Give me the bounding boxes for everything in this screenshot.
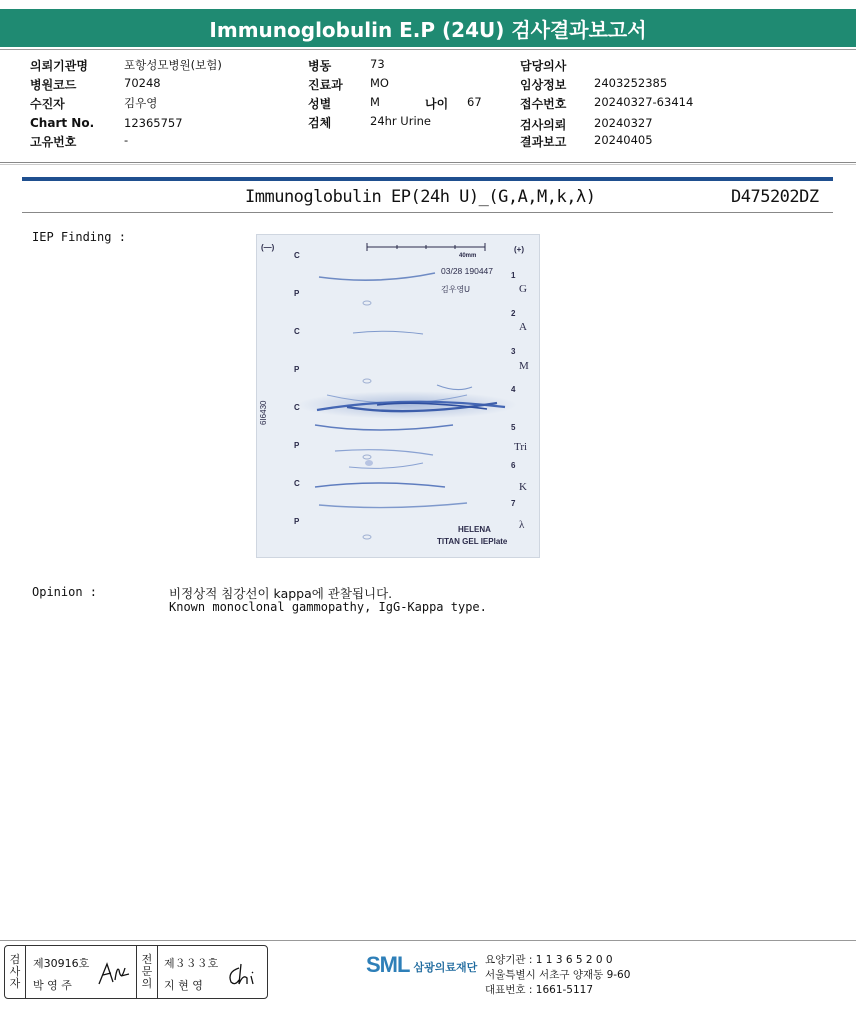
label-reception-no: 접수번호 — [520, 97, 567, 111]
value-institution: 포항성모병원(보험) — [124, 58, 222, 72]
value-ward: 73 — [370, 57, 385, 71]
label-patient: 수진자 — [30, 97, 65, 111]
footer-contact — [485, 953, 630, 998]
value-patient: 김우영 — [124, 96, 158, 110]
signature-box — [4, 945, 268, 999]
specialist-name: 지 현 영 — [164, 979, 203, 992]
gel-antiserum-label: A — [519, 321, 527, 333]
opinion-text-ko: 비정상적 침강선이 kappa에 관찰됩니다. — [169, 586, 393, 601]
report-title: Immunoglobulin E.P (24U) 검사결과보고서 — [0, 9, 856, 47]
value-hospital-code: 70248 — [124, 76, 161, 90]
footer-divider — [0, 940, 856, 941]
gel-well-letter: C — [294, 251, 300, 260]
footer-phone: 대표번호 : 1661-5117 — [485, 984, 594, 996]
value-chart-no: 12365757 — [124, 116, 183, 130]
gel-minus-label: (—) — [261, 243, 275, 252]
gel-bands — [257, 235, 540, 558]
iep-gel-image — [256, 234, 540, 558]
gel-brand-product: TITAN GEL IEPlate — [437, 537, 508, 546]
tester-signature-icon — [97, 960, 131, 988]
value-specimen: 24hr Urine — [370, 114, 432, 128]
gel-lane-number: 6 — [511, 461, 516, 470]
signature-role-tester — [5, 946, 26, 998]
gel-antiserum-label: G — [519, 283, 527, 295]
opinion-text-en: Known monoclonal gammopathy, IgG-Kappa type. — [169, 600, 487, 614]
gel-lane-number: 3 — [511, 347, 516, 356]
label-doctor: 담당의사 — [520, 59, 567, 73]
gel-well-letter: P — [294, 289, 300, 298]
label-chart-no: Chart No. — [30, 116, 95, 130]
label-clinical-info: 임상정보 — [520, 78, 567, 92]
gel-antiserum-label: Tri — [514, 441, 528, 453]
gel-well-letter: C — [294, 479, 300, 488]
role-char: 검 — [9, 953, 21, 966]
sml-foundation-name: 삼광의료재단 — [413, 961, 478, 974]
signature-role-specialist — [136, 946, 158, 998]
sml-logo — [366, 952, 477, 978]
test-name: Immunoglobulin EP(24h U)_(G,A,M,k,λ) — [245, 187, 596, 207]
value-clinical-info: 2403252385 — [594, 76, 668, 90]
label-hospital-code: 병원코드 — [30, 78, 77, 92]
iep-finding-label: IEP Finding : — [32, 230, 126, 244]
value-unique-no: - — [124, 133, 129, 147]
value-department: MO — [370, 76, 389, 90]
label-institution: 의뢰기관명 — [30, 59, 88, 73]
gel-well-letter: P — [294, 441, 300, 450]
gel-well-letter: C — [294, 403, 300, 412]
gel-well-letter: P — [294, 365, 300, 374]
section-rule — [22, 177, 833, 181]
gel-handwriting: 김우영U — [441, 285, 470, 294]
role-char: 자 — [9, 977, 21, 990]
gel-brand: HELENA — [458, 525, 491, 534]
specialist-license-no: 제３３３호 — [164, 957, 219, 970]
role-char: 의 — [141, 977, 153, 990]
specialist-signature-icon — [225, 960, 261, 988]
tester-name: 박 영 주 — [33, 979, 72, 992]
gel-plus-label: (+) — [514, 245, 524, 254]
gel-well-letter: C — [294, 327, 300, 336]
gel-scale-label: 40mm — [459, 253, 477, 259]
value-age: 67 — [467, 95, 482, 109]
header-divider — [0, 162, 856, 165]
value-reception-no: 20240327-63414 — [594, 95, 694, 109]
sml-logo-text: SML — [366, 952, 410, 977]
label-request-date: 검사의뢰 — [520, 118, 567, 132]
label-report-date: 결과보고 — [520, 135, 567, 149]
gel-well-letter: P — [294, 517, 300, 526]
tester-license-no: 제30916호 — [33, 957, 90, 970]
gel-antiserum-label: λ — [519, 519, 525, 531]
value-sex: M — [370, 95, 380, 109]
gel-lane-number: 4 — [511, 385, 516, 394]
label-department: 진료과 — [308, 78, 343, 92]
role-char: 전 — [141, 953, 153, 966]
value-report-date: 20240405 — [594, 133, 653, 147]
section-divider — [22, 212, 833, 213]
gel-lane-number: 2 — [511, 309, 516, 318]
label-unique-no: 고유번호 — [30, 135, 77, 149]
opinion-label: Opinion : — [32, 585, 98, 599]
gel-stamp: 03/28 190447 — [441, 266, 493, 276]
footer-address: 서울특별시 서초구 양재동 9-60 — [485, 969, 631, 981]
gel-lane-number: 1 — [511, 271, 516, 280]
gel-antiserum-label: M — [519, 360, 529, 372]
footer-institution-code: 요양기관 : 1 1 3 6 5 2 0 0 — [485, 954, 613, 966]
role-char: 문 — [141, 965, 153, 978]
gel-lane-number: 7 — [511, 499, 516, 508]
gel-side-id: 6I6430 — [259, 400, 268, 425]
test-code: D475202DZ — [731, 187, 819, 207]
gel-antiserum-label: K — [519, 481, 527, 493]
label-specimen: 검체 — [308, 116, 332, 130]
label-sex: 성별 — [308, 97, 332, 111]
gel-lane-number: 5 — [511, 423, 516, 432]
label-age: 나이 — [425, 97, 449, 111]
role-char: 사 — [9, 965, 21, 978]
divider — [0, 49, 856, 50]
value-request-date: 20240327 — [594, 116, 653, 130]
label-ward: 병동 — [308, 59, 332, 73]
